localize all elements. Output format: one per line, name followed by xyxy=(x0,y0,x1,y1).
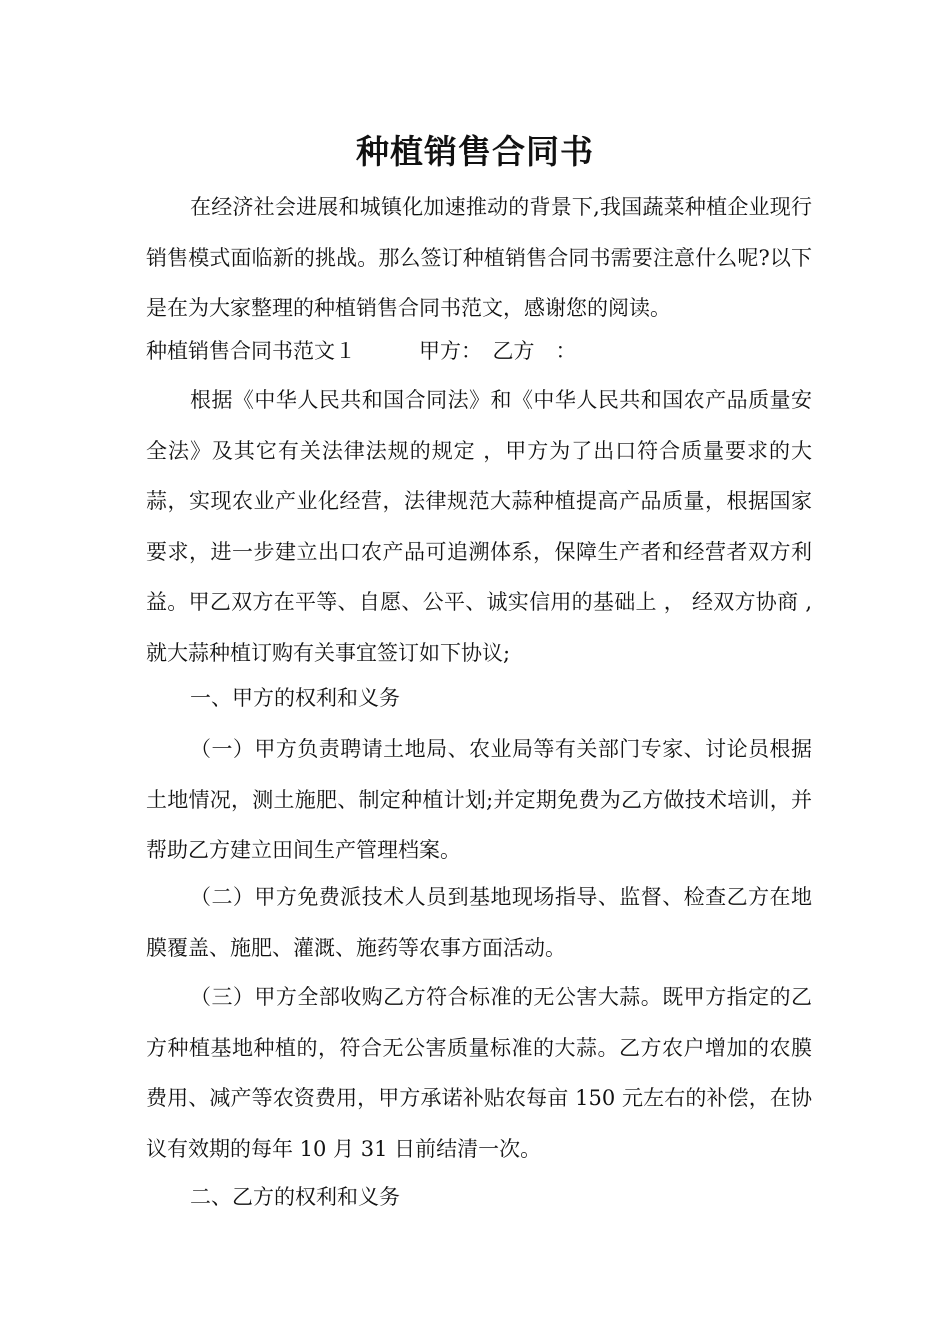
intro-paragraph: 在经济社会进展和城镇化加速推动的背景下,我国蔬菜种植企业现行销售模式面临新的挑战。那么签订种植销售合同书需要注意什么呢?以下是在为大家整理的种植销售合同书范文，感谢您的阅读。 xyxy=(146,195,812,320)
section1-heading: 一、甲方的权利和义务 xyxy=(190,686,400,710)
section2-heading: 二、乙方的权利和义务 xyxy=(190,1185,400,1209)
sample-heading-line: 种植销售合同书范文１ 甲方： 乙方 ： xyxy=(146,339,577,363)
clause-3-paragraph: （三）甲方全部收购乙方符合标准的无公害大蒜。既甲方指定的乙方种植基地种植的，符合无公害质量标准的大蒜。乙方农户增加的农膜费用、减产等农资费用，甲方承诺补贴农每亩 150 元左右的补偿，在协议有效期的每年 10 月 31 日前结清一次。 xyxy=(146,985,812,1161)
clause-2-paragraph: （二）甲方免费派技术人员到基地现场指导、监督、检查乙方在地膜覆盖、施肥、灌溉、施药等农事方面活动。 xyxy=(146,885,812,960)
clause-1-paragraph: （一）甲方负责聘请土地局、农业局等有关部门专家、讨论员根据土地情况，测土施肥、制定种植计划;并定期免费为乙方做技术培训，并帮助乙方建立田间生产管理档案。 xyxy=(146,737,812,862)
preamble-paragraph: 根据《中华人民共和国合同法》和《中华人民共和国农产品质量安全法》及其它有关法律法规的规定 ，甲方为了出口符合质量要求的大蒜，实现农业产业化经营，法律规范大蒜种植提高产品质量，根据国家要求，进一步建立出口农产品可追溯体系，保障生产者和经营者双方利益。甲乙双方在平等、自愿、公平、诚实信用的基础上 ， 经双方协商 ,就大蒜种植订购有关事宜签订如下协议; xyxy=(146,388,812,665)
document-title: 种植销售合同书 xyxy=(356,132,594,171)
